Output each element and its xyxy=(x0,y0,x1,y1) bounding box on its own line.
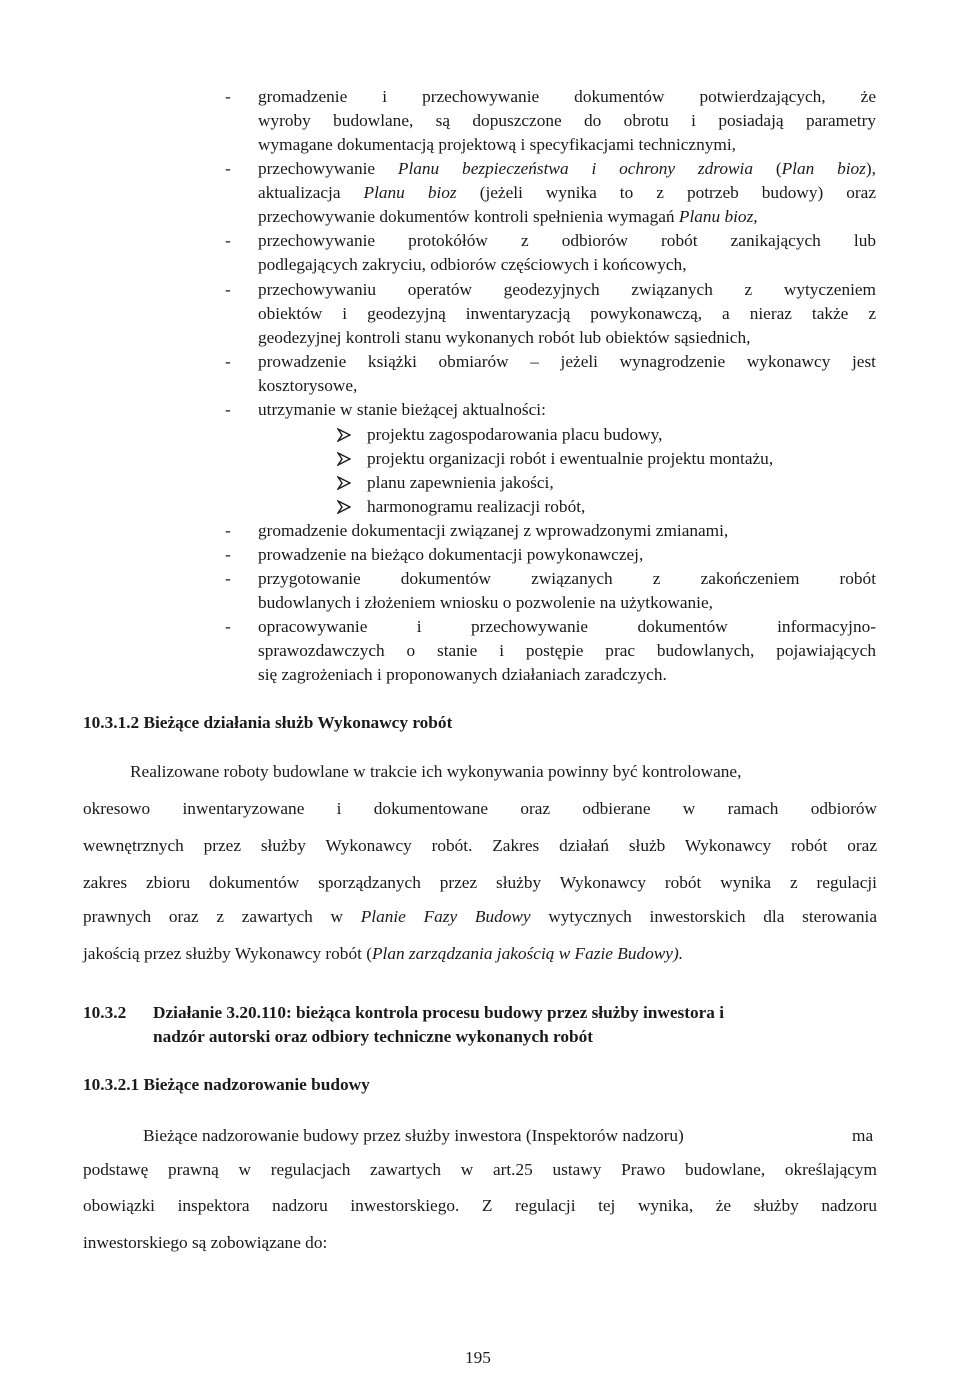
list-item-line: wyroby budowlane, są dopuszczone do obrotu i posiadają parametry xyxy=(258,111,876,130)
paragraph-line: Bieżące nadzorowanie budowy przez służby inwestora (Inspektorów nadzoru) xyxy=(143,1126,684,1145)
list-item-line: prowadzenie książki obmiarów – jeżeli wynagrodzenie wykonawcy jest xyxy=(258,352,876,371)
bullet-dash: - xyxy=(225,569,231,588)
list-item-line: przygotowanie dokumentów związanych z zakończeniem robót xyxy=(258,569,876,588)
bullet-dash: - xyxy=(225,545,231,564)
paragraph-line: obowiązki inspektora nadzoru inwestorskiego. Z regulacji tej wynika, że służby nadzoru xyxy=(83,1196,877,1215)
list-item-line: sprawozdawczych o stanie i postępie prac budowlanych, pojawiających xyxy=(258,641,876,660)
arrow-bullet-icon xyxy=(337,500,351,514)
sub-list-item: projektu zagospodarowania placu budowy, xyxy=(367,425,663,444)
list-item-line: utrzymanie w stanie bieżącej aktualności: xyxy=(258,400,546,419)
paragraph-line: prawnych oraz z zawartych w Planie Fazy Budowy wytycznych inwestorskich dla sterowania xyxy=(83,907,877,926)
bullet-dash: - xyxy=(225,400,231,419)
bullet-dash: - xyxy=(225,87,231,106)
list-item-line: gromadzenie i przechowywanie dokumentów potwierdzających, że xyxy=(258,87,876,106)
sub-list-item: planu zapewnienia jakości, xyxy=(367,473,554,492)
arrow-bullet-icon xyxy=(337,476,351,490)
section-heading: 10.3.2.1 Bieżące nadzorowanie budowy xyxy=(83,1075,370,1094)
paragraph-line: podstawę prawną w regulacjach zawartych w art.25 ustawy Prawo budowlane, określającym xyxy=(83,1160,877,1179)
paragraph-line: zakres zbioru dokumentów sporządzanych przez służby Wykonawcy robót wynika z regulacji xyxy=(83,873,877,892)
section-heading: 10.3.1.2 Bieżące działania służb Wykonawcy robót xyxy=(83,713,453,732)
list-item-line: podlegających zakryciu, odbiorów częściowych i końcowych, xyxy=(258,255,687,274)
list-item-line: geodezyjnej kontroli stanu wykonanych robót lub obiektów sąsiednich, xyxy=(258,328,751,347)
list-item-line: gromadzenie dokumentacji związanej z wprowadzonymi zmianami, xyxy=(258,521,729,540)
list-item-line: obiektów i geodezyjną inwentaryzacją powykonawczą, a nieraz także z xyxy=(258,304,876,323)
paragraph-line: inwestorskiego są zobowiązane do: xyxy=(83,1233,328,1252)
paragraph-line: ma xyxy=(852,1126,874,1145)
list-item-line: się zagrożeniach i proponowanych działaniach zaradczych. xyxy=(258,665,667,684)
list-item-line: przechowywanie Planu bezpieczeństwa i ochrony zdrowia (Plan bioz), xyxy=(258,159,876,178)
list-item-line: przechowywanie protokółów z odbiorów robót zanikających lub xyxy=(258,231,876,250)
list-item-line: opracowywanie i przechowywanie dokumentów informacyjno- xyxy=(258,617,876,636)
bullet-dash: - xyxy=(225,521,231,540)
section-heading: nadzór autorski oraz odbiory techniczne wykonanych robót xyxy=(153,1027,594,1046)
bullet-dash: - xyxy=(225,159,231,178)
paragraph-line: okresowo inwentaryzowane i dokumentowane oraz odbierane w ramach odbiorów xyxy=(83,799,877,818)
paragraph-line: Realizowane roboty budowlane w trakcie ich wykonywania powinny być kontrolowane, xyxy=(130,762,742,781)
section-heading: Działanie 3.20.110: bieżąca kontrola procesu budowy przez służby inwestora i xyxy=(153,1003,725,1022)
list-item-line: wymagane dokumentacją projektową i specyfikacjami technicznymi, xyxy=(258,135,736,154)
bullet-dash: - xyxy=(225,231,231,250)
paragraph-line: wewnętrznych przez służby Wykonawcy robót. Zakres działań służb Wykonawcy robót oraz xyxy=(83,836,877,855)
paragraph-line: jakością przez służby Wykonawcy robót (Plan zarządzania jakością w Fazie Budowy). xyxy=(83,944,684,963)
list-item-line: prowadzenie na bieżąco dokumentacji powykonawczej, xyxy=(258,545,644,564)
list-item-line: przechowywaniu operatów geodezyjnych związanych z wytyczeniem xyxy=(258,280,876,299)
bullet-dash: - xyxy=(225,617,231,636)
list-item-line: budowlanych i złożeniem wniosku o pozwolenie na użytkowanie, xyxy=(258,593,713,612)
bullet-dash: - xyxy=(225,352,231,371)
list-item-line: przechowywanie dokumentów kontroli spełnienia wymagań Planu bioz, xyxy=(258,207,758,226)
arrow-bullet-icon xyxy=(337,452,351,466)
arrow-bullet-icon xyxy=(337,428,351,442)
page-number: 195 xyxy=(465,1348,491,1367)
list-item-line: kosztorysowe, xyxy=(258,376,358,395)
sub-list-item: harmonogramu realizacji robót, xyxy=(367,497,586,516)
list-item-line: aktualizacja Planu bioz (jeżeli wynika to z potrzeb budowy) oraz xyxy=(258,183,876,202)
bullet-dash: - xyxy=(225,280,231,299)
sub-list-item: projektu organizacji robót i ewentualnie projektu montażu, xyxy=(367,449,774,468)
section-number: 10.3.2 xyxy=(83,1003,127,1022)
